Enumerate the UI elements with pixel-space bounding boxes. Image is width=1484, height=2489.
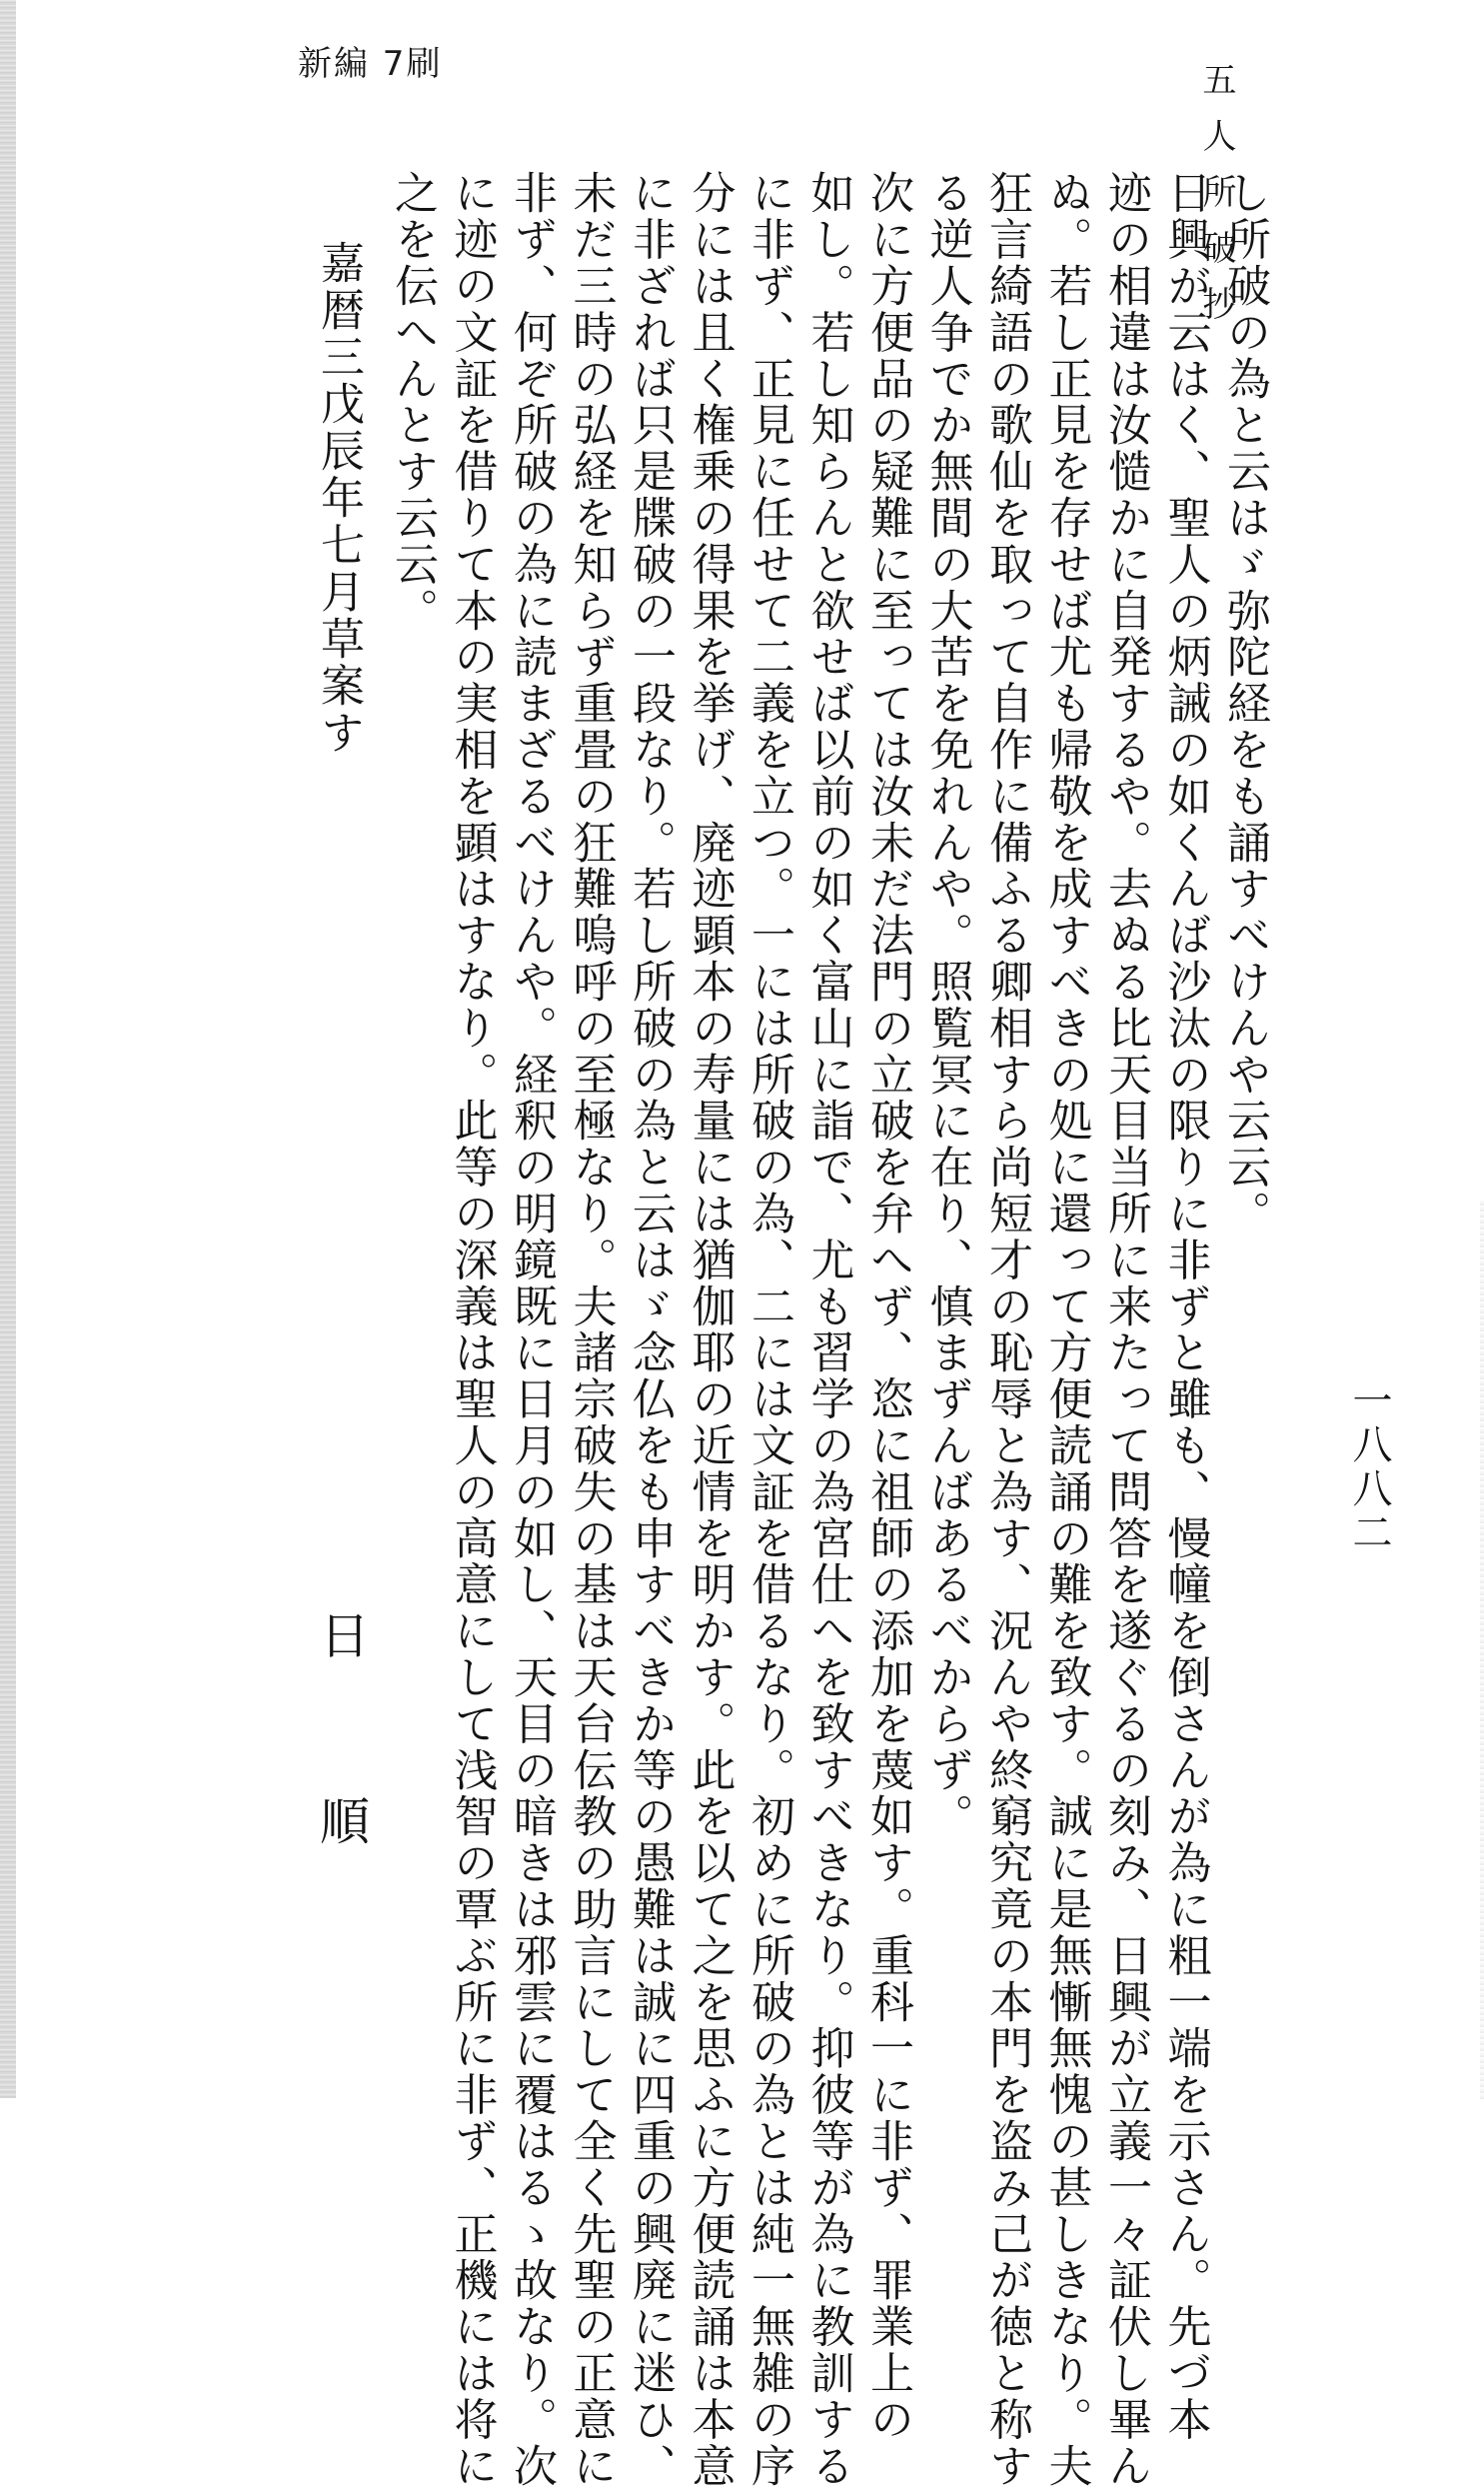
text-line: 狂言綺語の歌仙を取って自作に備ふる卿相すら尚短才の恥辱と為す、況んや終窮究竟の本門を盗み己が徳と称す	[981, 170, 1032, 2489]
text-line: 之を伝へんとす云云。	[387, 170, 438, 634]
text-line: 次に方便品の疑難に至っては汝未だ法門の立破を弁へず、恣に祖師の添加を蔑如す。重科一に非ず、罪業上の	[862, 170, 913, 2443]
scan-edge-shadow	[0, 0, 16, 2098]
text-line: に非ず、正見に任せて二義を立つ。一には所破の為、二には文証を借るなり。初めに所破の為とは純一無雑の序	[743, 170, 794, 2489]
edition-label: 新編 7刷	[298, 44, 443, 84]
text-line: 日興が云はく、聖人の炳誡の如くんば沙汰の限りに非ずと雖も、慢幢を倒さんが為に粗一端を示さん。先づ本	[1159, 170, 1211, 2443]
text-line: に非ざれば只是牒破の一段なり。若し所破の為と云はゞ念仏をも申すべきか等の愚難は誠に四重の興廃に迷ひ、	[625, 170, 676, 2489]
body-text	[383, 170, 1275, 2489]
text-line: 未だ三時の弘経を知らず重畳の狂難嗚呼の至極なり。夫諸宗破失の基は天台伝教の助言にして全く先聖の正意に	[565, 170, 617, 2489]
scan-edge-right-shadow	[1480, 1200, 1484, 2099]
colophon-date: 嘉暦三戊辰年七月草案す	[313, 240, 364, 757]
text-line: し所破の為と云はゞ弥陀経をも誦すべけんや云云。	[1219, 170, 1270, 1238]
text-line: 如し。若し知らんと欲せば以前の如く富山に詣で、尤も習学の為宮仕へを致すべきなり。抑彼等が為に教訓する	[802, 170, 854, 2489]
author-name: 日 順	[312, 1609, 370, 1905]
text-line: に迹の文証を借りて本の実相を顕はすなり。此等の深義は聖人の高意にして浅智の覃ぶ所に非ず、正機には将に	[446, 170, 498, 2489]
running-title: 五人所破抄	[1196, 62, 1236, 342]
text-line: ぬ。若し正見を存せば尤も帰敬を成すべきの処に還って方便読誦の難を致す。誠に是無慚無愧の甚しきなり。夫	[1040, 170, 1092, 2489]
text-line: 非ず、何ぞ所破の為に読まざるべけんや。経釈の明鏡既に日月の如し、天目の暗きは邪雲に覆はるゝ故なり。次	[506, 170, 557, 2489]
text-line: 迹の相違は汝慥かに自発するや。去ぬる比天目当所に来たって問答を遂ぐるの刻み、日興が立義一々証伏し畢ん	[1100, 170, 1151, 2489]
text-line: 分には且く権乗の得果を挙げ、廃迹顕本の寿量には猶伽耶の近情を明かす。此を以て之を思ふに方便読誦は本意	[684, 170, 736, 2489]
page-number: 一八八二	[1346, 1379, 1392, 1555]
text-line: る逆人争でか無間の大苦を免れんや。照覧冥に在り、慎まずんばあるべからず。	[921, 170, 973, 1840]
